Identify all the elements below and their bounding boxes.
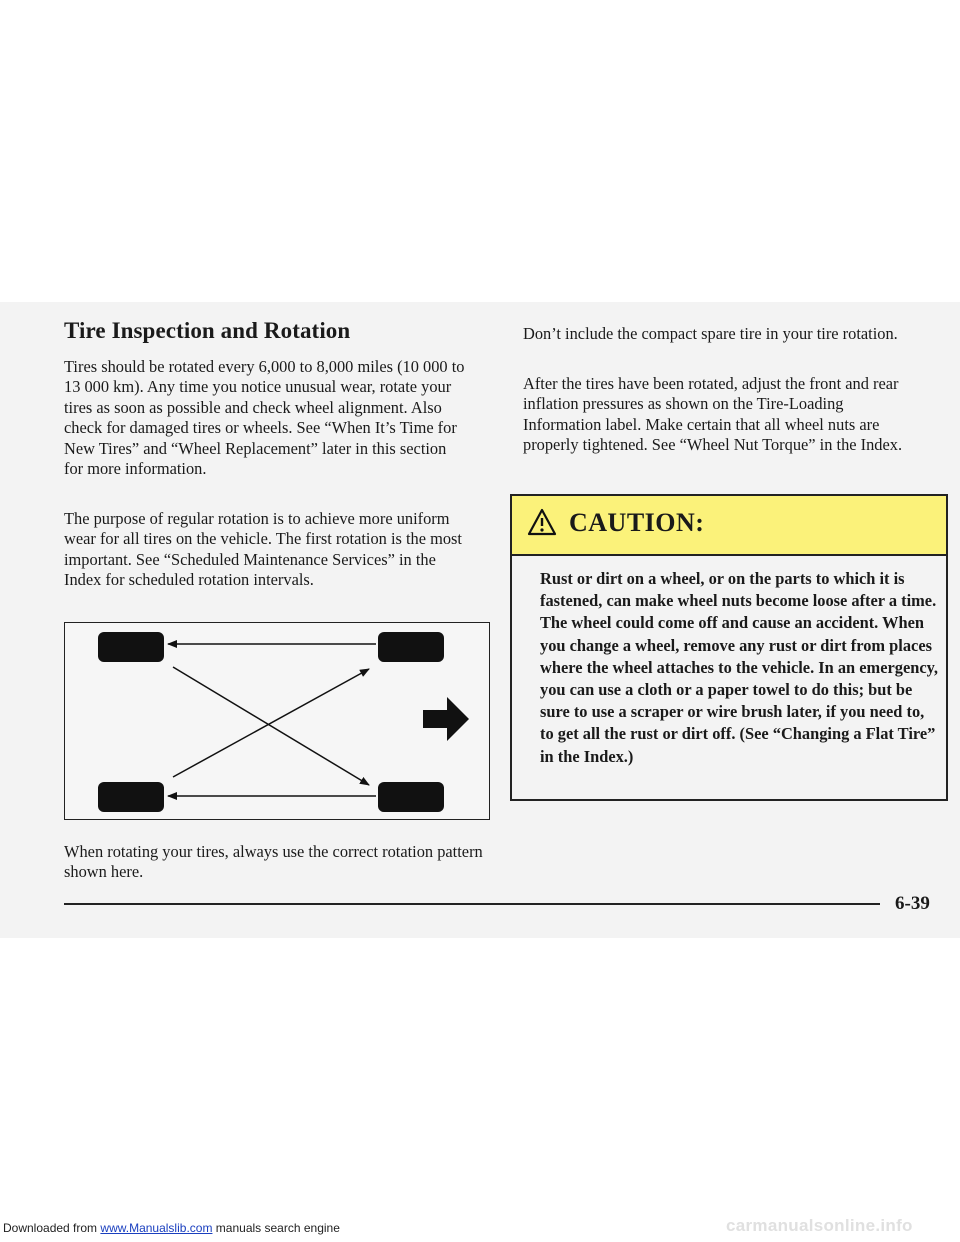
caution-title: CAUTION:: [569, 508, 705, 537]
rotation-interval-paragraph: Tires should be rotated every 6,000 to 8,000 miles (10 000 to 13 000 km). Any time you notice unusual wear, rotate your tires as soon as possible and check wheel alignment. Also check for damaged tires or wheels. See “When It’s Time for New Tires” and “Wheel Replacement” later in this section for more information.: [64, 357, 465, 479]
rear-left-tire-icon: [98, 782, 164, 812]
download-source-bar: [3, 1221, 340, 1235]
inflation-pressure-paragraph: After the tires have been rotated, adjust the front and rear inflation pressures as shown on the Tire-Loading Information label. Make certain that all wheel nuts are properly tightened. See “Wheel Nut Torque” in the Index.: [523, 374, 903, 455]
page-number: 6-39: [895, 893, 930, 914]
site-watermark: carmanualsonline.info: [726, 1216, 913, 1235]
tire-rotation-diagram: [64, 622, 490, 820]
rotation-pattern-caption: When rotating your tires, always use the correct rotation pattern shown here.: [64, 842, 483, 882]
caution-box: [510, 494, 948, 801]
caution-header: [512, 496, 946, 556]
spare-tire-paragraph: Don’t include the compact spare tire in your tire rotation.: [523, 324, 898, 343]
manualslib-link[interactable]: www.Manualslib.com: [100, 1221, 213, 1235]
download-suffix: manuals search engine: [215, 1221, 340, 1235]
footer-rule: [64, 903, 880, 905]
forward-arrow-icon: [423, 697, 469, 741]
section-title: Tire Inspection and Rotation: [64, 318, 351, 343]
rotation-purpose-paragraph: The purpose of regular rotation is to achieve more uniform wear for all tires on the vehicle. The first rotation is the most important. See “Scheduled Maintenance Services” in the Index for scheduled rotation intervals.: [64, 509, 462, 590]
rear-right-tire-icon: [378, 782, 444, 812]
front-left-tire-icon: [98, 632, 164, 662]
front-right-tire-icon: [378, 632, 444, 662]
warning-triangle-icon: [527, 508, 557, 536]
rotation-pattern-graphic: [65, 623, 491, 821]
caution-text: Rust or dirt on a wheel, or on the parts to which it is fastened, can make wheel nuts become loose after a time. The wheel could come off and cause an accident. When you change a wheel, remove any rust or dirt from places where the wheel attaches to the vehicle. In an emergency, you can use a cloth or a paper towel to do this; but be sure to use a scraper or wire brush later, if you need to, to get all the rust or dirt off. (See “Changing a Flat Tire” in the Index.): [540, 569, 938, 766]
download-prefix: Downloaded from: [3, 1221, 98, 1235]
